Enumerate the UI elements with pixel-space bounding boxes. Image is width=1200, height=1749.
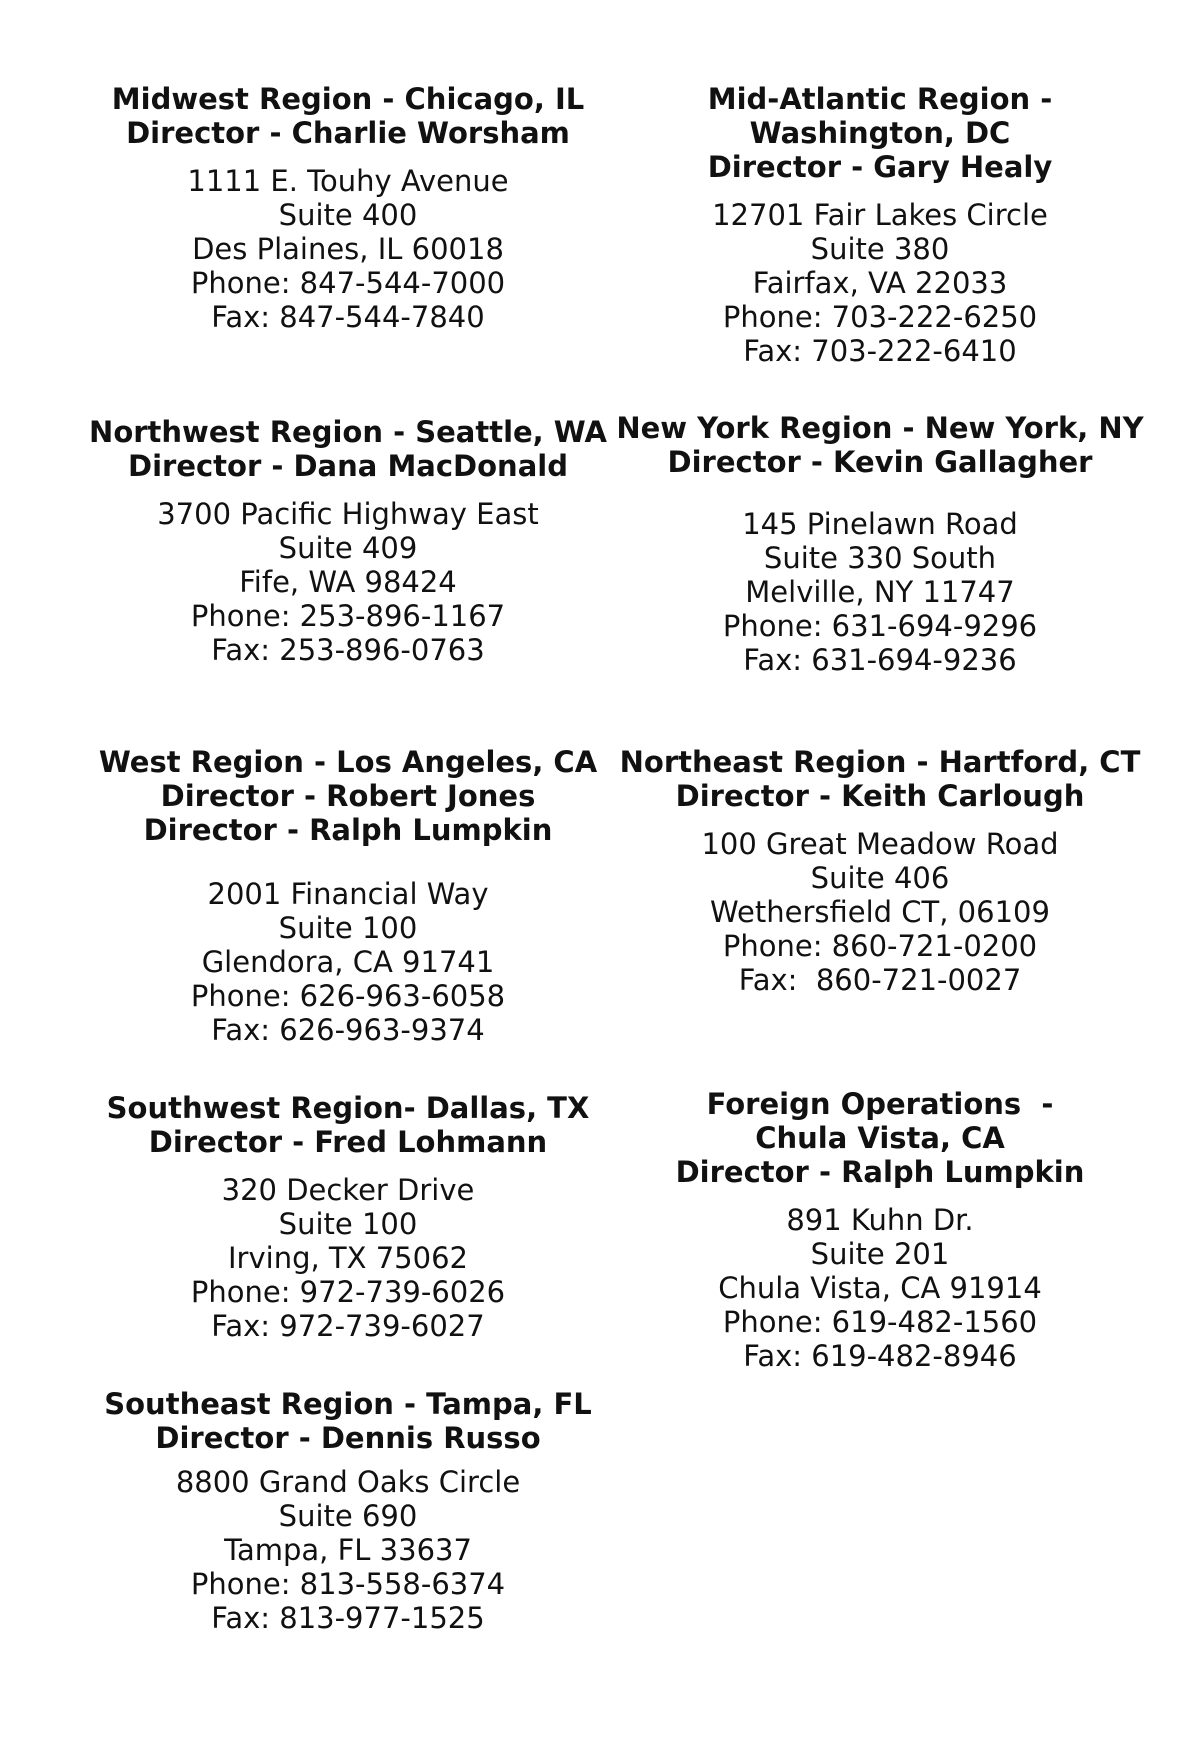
- heading-line: Northeast Region - Hartford, CT: [619, 745, 1141, 779]
- office-heading: [68, 1387, 628, 1455]
- address-line: 145 Pinelawn Road: [742, 507, 1018, 541]
- office-address: [68, 497, 628, 667]
- heading-line: Foreign Operations -: [706, 1087, 1054, 1121]
- heading-line: Director - Fred Lohmann: [148, 1125, 548, 1159]
- heading-line: Southwest Region- Dallas, TX: [106, 1091, 590, 1125]
- address-line: Suite 330 South: [763, 541, 997, 575]
- heading-line: Director - Robert Jones: [160, 779, 536, 813]
- address-line: 2001 Financial Way: [207, 877, 489, 911]
- phone-line: Phone: 847-544-7000: [190, 266, 506, 300]
- office-address: [68, 1465, 628, 1635]
- phone-line: Phone: 703-222-6250: [722, 300, 1038, 334]
- office-block-southeast: [68, 1387, 628, 1635]
- address-line: 12701 Fair Lakes Circle: [712, 198, 1048, 232]
- office-heading: [68, 82, 628, 150]
- heading-line: Director - Charlie Worsham: [126, 116, 570, 150]
- address-line: Glendora, CA 91741: [201, 945, 495, 979]
- address-line: 320 Decker Drive: [221, 1173, 475, 1207]
- heading-line: Northwest Region - Seattle, WA: [89, 415, 607, 449]
- fax-line: Fax: 619-482-8946: [743, 1339, 1017, 1373]
- phone-line: Phone: 860-721-0200: [722, 929, 1038, 963]
- heading-line: Director - Ralph Lumpkin: [675, 1155, 1085, 1189]
- office-block-midwest: [68, 82, 628, 334]
- office-address: [600, 1203, 1160, 1373]
- address-line: 1111 E. Touhy Avenue: [187, 164, 509, 198]
- phone-line: Phone: 619-482-1560: [722, 1305, 1038, 1339]
- address-line: Suite 100: [278, 1207, 418, 1241]
- address-line: Fairfax, VA 22033: [752, 266, 1008, 300]
- heading-line: Director - Gary Healy: [707, 150, 1053, 184]
- heading-line: Director - Keith Carlough: [675, 779, 1085, 813]
- office-address: [600, 507, 1160, 677]
- fax-line: Fax: 703-222-6410: [743, 334, 1017, 368]
- heading-line: Director - Dennis Russo: [155, 1421, 541, 1455]
- office-block-northwest: [68, 415, 628, 667]
- heading-line: Director - Kevin Gallagher: [667, 445, 1093, 479]
- address-line: Suite 100: [278, 911, 418, 945]
- phone-line: Phone: 626-963-6058: [190, 979, 506, 1013]
- address-line: Suite 400: [278, 198, 418, 232]
- address-line: 3700 Pacific Highway East: [157, 497, 539, 531]
- office-address: [600, 198, 1160, 368]
- office-block-west: [68, 745, 628, 1047]
- address-line: Tampa, FL 33637: [224, 1533, 472, 1567]
- address-line: Fife, WA 98424: [239, 565, 457, 599]
- office-heading: [600, 745, 1160, 813]
- heading-line: New York Region - New York, NY: [616, 411, 1144, 445]
- address-line: Suite 201: [810, 1237, 950, 1271]
- heading-line: Chula Vista, CA: [755, 1121, 1005, 1155]
- office-address: [68, 877, 628, 1047]
- heading-line: Southeast Region - Tampa, FL: [104, 1387, 592, 1421]
- office-block-mid-atlantic: [600, 82, 1160, 368]
- heading-line: Director - Dana MacDonald: [128, 449, 568, 483]
- address-line: Melville, NY 11747: [745, 575, 1015, 609]
- fax-line: Fax: 631-694-9236: [743, 643, 1017, 677]
- address-line: Suite 380: [810, 232, 950, 266]
- address-line: Des Plaines, IL 60018: [192, 232, 504, 266]
- address-line: Wethersfield CT, 06109: [710, 895, 1050, 929]
- address-line: Suite 409: [278, 531, 418, 565]
- office-address: [68, 1173, 628, 1343]
- address-line: Suite 690: [278, 1499, 418, 1533]
- address-line: 100 Great Meadow Road: [701, 827, 1059, 861]
- office-address: [68, 164, 628, 334]
- heading-line: Midwest Region - Chicago, IL: [111, 82, 585, 116]
- fax-line: Fax: 626-963-9374: [211, 1013, 485, 1047]
- office-heading: [600, 82, 1160, 184]
- phone-line: Phone: 972-739-6026: [190, 1275, 506, 1309]
- heading-line: West Region - Los Angeles, CA: [98, 745, 598, 779]
- fax-line: Fax: 253-896-0763: [211, 633, 485, 667]
- office-heading: [68, 415, 628, 483]
- address-line: Suite 406: [810, 861, 950, 895]
- phone-line: Phone: 631-694-9296: [722, 609, 1038, 643]
- office-block-foreign-operations: [600, 1087, 1160, 1373]
- office-heading: [68, 745, 628, 847]
- heading-line: Washington, DC: [749, 116, 1011, 150]
- address-line: 891 Kuhn Dr.: [786, 1203, 974, 1237]
- office-heading: [68, 1091, 628, 1159]
- fax-line: Fax: 972-739-6027: [211, 1309, 485, 1343]
- heading-line: Mid-Atlantic Region -: [707, 82, 1053, 116]
- office-heading: [600, 1087, 1160, 1189]
- office-heading: [600, 411, 1160, 479]
- office-block-southwest: [68, 1091, 628, 1343]
- fax-line: Fax: 813-977-1525: [211, 1601, 485, 1635]
- phone-line: Phone: 813-558-6374: [190, 1567, 506, 1601]
- office-block-northeast: [600, 745, 1160, 997]
- address-line: 8800 Grand Oaks Circle: [175, 1465, 521, 1499]
- fax-line: Fax: 860-721-0027: [738, 963, 1022, 997]
- phone-line: Phone: 253-896-1167: [190, 599, 506, 633]
- office-address: [600, 827, 1160, 997]
- heading-line: Director - Ralph Lumpkin: [143, 813, 553, 847]
- fax-line: Fax: 847-544-7840: [211, 300, 485, 334]
- address-line: Irving, TX 75062: [228, 1241, 468, 1275]
- address-line: Chula Vista, CA 91914: [718, 1271, 1042, 1305]
- office-block-new-york: [600, 411, 1160, 677]
